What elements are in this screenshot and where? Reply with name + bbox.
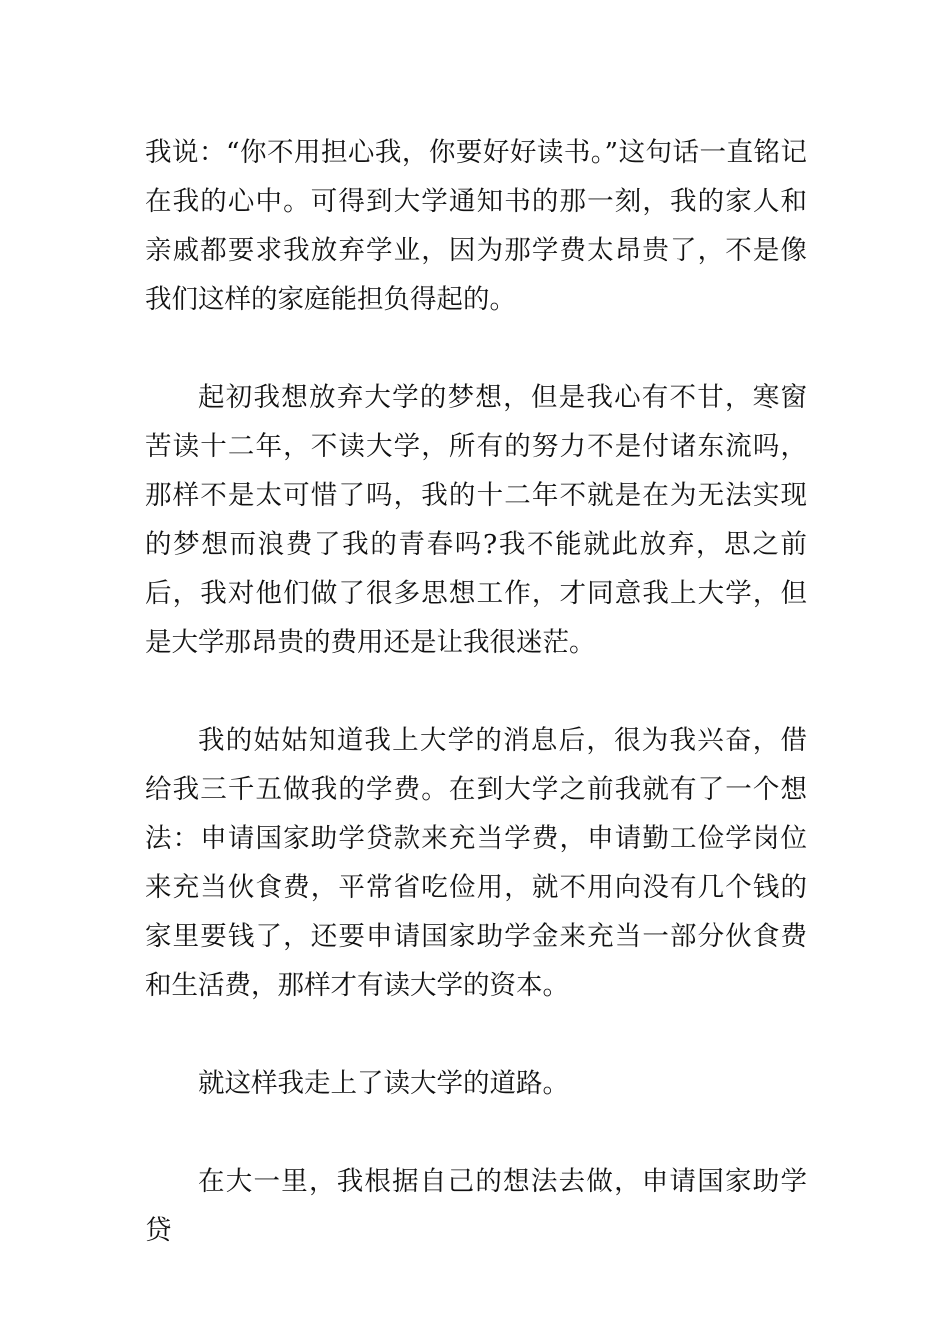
paragraph-3: 我的姑姑知道我上大学的消息后，很为我兴奋，借给我三千五做我的学费。在到大学之前我就有了一个想法：申请国家助学贷款来充当学费，申请勤工俭学岗位来充当伙食费，平常省吃俭用，就不用向没有几个钱的家里要钱了，还要申请国家助学金来充当一部分伙食费和生活费，那样才有读大学的资本。 (145, 725, 807, 1001)
paragraph-spacer (145, 324, 807, 373)
paragraph-spacer (145, 1010, 807, 1059)
document-body (145, 128, 807, 1255)
paragraph-2: 起初我想放弃大学的梦想，但是我心有不甘，寒窗苦读十二年，不读大学，所有的努力不是付诸东流吗，那样不是太可惜了吗，我的十二年不就是在为无法实现的梦想而浪费了我的青春吗?我不能就此放弃，思之前后，我对他们做了很多思想工作，才同意我上大学，但是大学那昂贵的费用还是让我很迷茫。 (145, 382, 807, 658)
paragraph-spacer (145, 667, 807, 716)
paragraph-spacer (145, 1108, 807, 1157)
paragraph-5: 在大一里，我根据自己的想法去做，申请国家助学贷 (145, 1166, 807, 1246)
paragraph-4: 就这样我走上了读大学的道路。 (198, 1068, 569, 1099)
paragraph-1: 我说：“你不用担心我，你要好好读书。”这句话一直铭记在我的心中。可得到大学通知书的那一刻，我的家人和亲戚都要求我放弃学业，因为那学费太昂贵了，不是像我们这样的家庭能担负得起的。 (145, 137, 807, 315)
